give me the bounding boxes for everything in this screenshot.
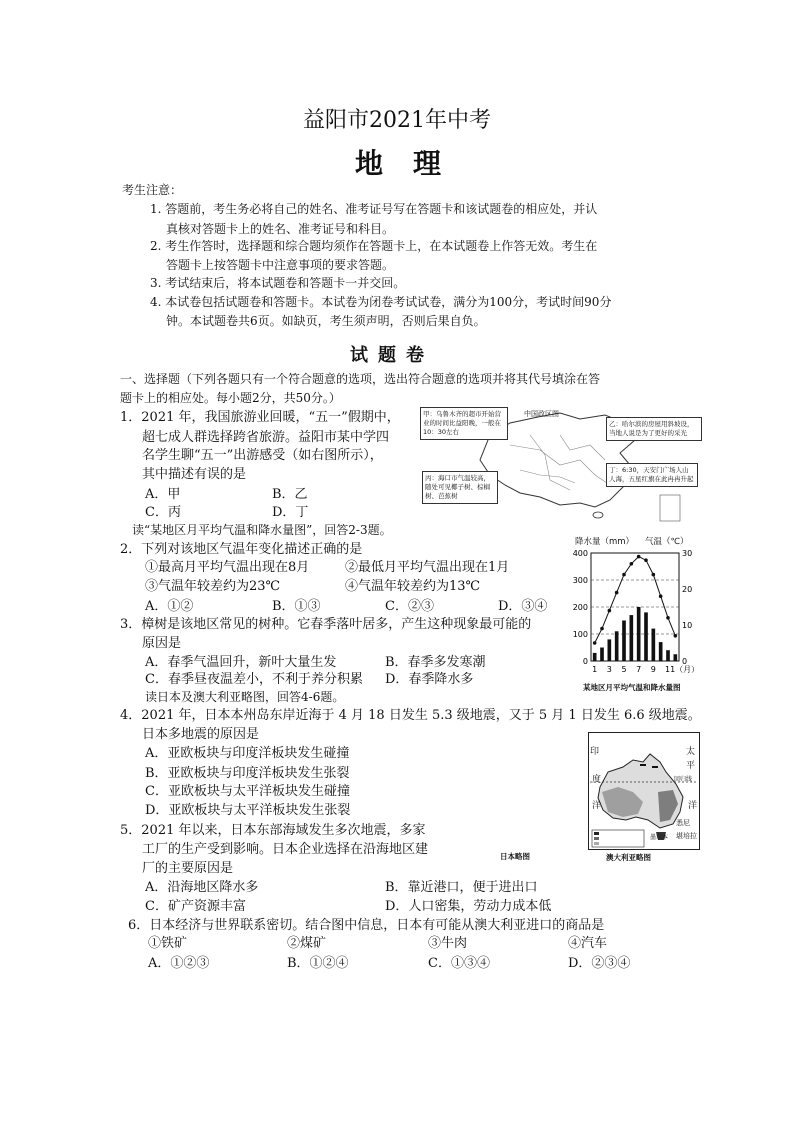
chart-frame [591, 553, 679, 661]
city-label: 堪培拉 [676, 832, 697, 840]
y-left-tick: 200 [572, 603, 588, 612]
precip-bar [622, 621, 626, 662]
q1-option-a[interactable]: A．甲 [145, 487, 181, 502]
q2-option-c[interactable]: C．②③ [385, 599, 434, 614]
q4-option-a[interactable]: A．亚欧板块与印度洋板块发生碰撞 [145, 746, 350, 761]
q1-option-b[interactable]: B．乙 [272, 487, 308, 502]
q1-stem: 1．2021 年，我国旅游业回暖，“五一”假期中， [120, 410, 400, 425]
q5-option-a[interactable]: A．沿海地区降水多 [145, 880, 259, 895]
map-label: 印 [590, 747, 600, 757]
q2-option-a[interactable]: A．①② [145, 599, 194, 614]
q2-option-d[interactable]: D．③④ [498, 599, 548, 614]
precip-bar [593, 653, 597, 661]
climate-plot [565, 547, 705, 692]
y-right-tick: 0 [682, 657, 688, 666]
temperature-point [608, 609, 612, 613]
bubble-jia: 甲：乌鲁木齐的超市开始营业的时间比益阳晚，一般在10：30左右 [420, 407, 508, 440]
q3-option-d[interactable]: D．春季降水多 [385, 672, 474, 687]
temperature-line [595, 557, 676, 643]
q6-option-a[interactable]: A．①②③ [148, 956, 210, 971]
q6-choice: ③牛肉 [428, 936, 468, 951]
tropic-label: 回归线 [674, 776, 693, 783]
notice-line: 答题卡上按答题卡中注意事项的要求答题。 [166, 258, 395, 272]
chart-caption: 某地区月平均气温和降水量图 [583, 683, 681, 692]
notice-heading: 考生注意： [122, 183, 183, 197]
precip-bar [644, 612, 648, 661]
x-tick: 9 [650, 665, 656, 674]
map-label: 洋 [592, 801, 602, 811]
japan-caption: 日本略图 [500, 852, 530, 861]
read-instruction: 读日本及澳大利亚略图，回答4-6题。 [145, 690, 345, 704]
q1-stem: 名学生聊“五一”出游感受（如右图所示）， [142, 448, 383, 463]
x-tick: 11（月） [665, 665, 700, 674]
y-left-tick: 400 [572, 549, 588, 558]
precip-bar [659, 642, 663, 661]
precip-bar [674, 654, 678, 661]
q2-choice: ④气温年较差约为13℃ [345, 579, 481, 594]
china-map-figure [420, 405, 700, 523]
q6-option-d[interactable]: D．②③④ [568, 956, 631, 971]
australia-caption: 澳大利亚略图 [606, 853, 651, 862]
chart-ylabel-left: 降水量（mm） [575, 537, 635, 547]
temperature-point [615, 591, 619, 595]
q5-option-c[interactable]: C．矿产资源丰富 [145, 899, 246, 914]
q6-option-b[interactable]: B．①②④ [287, 956, 349, 971]
q2-choice: ①最高月平均气温出现在8月 [145, 560, 310, 575]
map-label: 平 [686, 761, 696, 771]
notice-line: 钟。本试题卷共6页。如缺页，考生须声明，否则后果自负。 [166, 314, 486, 328]
q2-stem: 2．下列对该地区气温年变化描述正确的是 [120, 542, 363, 557]
temperature-point [593, 641, 597, 645]
q4-option-c[interactable]: C．亚欧板块与太平洋板块发生碰撞 [145, 784, 350, 799]
precip-bar [630, 615, 634, 661]
q6-stem: 6．日本经济与世界联系密切。结合图中信息，日本有可能从澳大利亚进口的商品是 [128, 918, 605, 933]
q1-option-d[interactable]: D．丁 [272, 505, 309, 520]
q5-stem: 厂的主要原因是 [142, 861, 234, 876]
temperature-point [644, 558, 648, 562]
q3-option-b[interactable]: B．春季多发寒潮 [385, 655, 486, 670]
q2-option-b[interactable]: B．①③ [272, 599, 321, 614]
q3-stem: 3．樟树是该地区常见的树种。它春季落叶居多，产生这种现象最可能的 [120, 617, 532, 632]
q6-choice: ②煤矿 [287, 936, 327, 951]
map-label: 洋 [688, 801, 698, 811]
q2-choice: ②最低月平均气温出现在1月 [345, 560, 510, 575]
q4-stem: 日本多地震的原因是 [142, 727, 260, 742]
q1-stem: 超七成人群选择跨省旅游。益阳市某中学四 [142, 430, 390, 445]
bubble-yi: 乙：哈尔滨的房屋用斜坡设，当地人说是为了更好的采光 [606, 417, 702, 441]
temperature-point [600, 627, 604, 631]
read-instruction: 读“某地区月平均气温和降水量图”，回答2-3题。 [132, 523, 392, 537]
notice-line: 4. 本试卷包括试题卷和答题卡。本试卷为闭卷考试试卷，满分为100分，考试时间90分 [150, 295, 612, 309]
temperature-point [659, 594, 663, 598]
x-tick: 7 [636, 665, 642, 674]
q3-stem: 原因是 [142, 636, 182, 651]
notice-line: 3. 考试结束后，将本试题卷和答题卡一并交回。 [150, 276, 406, 290]
precip-bar [637, 607, 641, 661]
temperature-point [637, 555, 641, 559]
notice-line: 1. 答题前，考生务必将自己的姓名、准考证号写在答题卡和该试题卷的相应处，并认 [150, 202, 598, 216]
x-tick: 5 [621, 665, 627, 674]
map-label: 度 [592, 775, 602, 785]
q4-stem: 4．2021 年，日本本州岛东岸近海于 4 月 18 日发生 5.3 级地震，又于 5 月 1 日发生 6.6 级地震。 [120, 708, 701, 723]
chart-ylabel-right: 气温（℃） [645, 537, 689, 547]
precip-bar [600, 648, 604, 662]
temperature-point [630, 562, 634, 566]
q5-option-b[interactable]: B．靠近港口，便于进出口 [385, 880, 538, 895]
temperature-point [622, 573, 626, 577]
q6-choice: ④汽车 [568, 936, 608, 951]
precip-bar [615, 631, 619, 661]
exam-title: 益阳市2021年中考 [303, 108, 491, 133]
q6-choice: ①铁矿 [148, 936, 188, 951]
bubble-ding: 丁：6:30，天安门广场人山人海，五星红旗在此冉冉升起 [606, 463, 698, 487]
q1-stem: 其中描述有误的是 [142, 467, 247, 482]
australia-map-figure [588, 732, 700, 864]
q1-option-c[interactable]: C．丙 [145, 505, 181, 520]
notice-line: 真核对答题卡上的姓名、准考证号和科目。 [166, 222, 395, 236]
y-right-tick: 30 [682, 549, 693, 558]
temperature-point [674, 634, 678, 638]
y-left-tick: 0 [582, 657, 588, 666]
q5-stem: 工厂的生产受到影响。日本企业选择在沿海地区建 [142, 842, 429, 857]
y-left-tick: 100 [572, 630, 588, 639]
climate-chart [565, 535, 705, 695]
precip-bar [608, 639, 612, 661]
city-label: 悉尼 [676, 819, 690, 827]
x-tick: 1 [592, 665, 598, 674]
y-left-tick: 300 [572, 576, 588, 585]
city-label: 墨尔本 [650, 834, 669, 841]
part-intro: 一、选择题（下列各题只有一个符合题意的选项，选出符合题意的选项并将其代号填涂在答 [120, 372, 601, 386]
q2-choice: ③气温年较差约为23℃ [145, 579, 281, 594]
q4-option-b[interactable]: B．亚欧板块与印度洋板块发生张裂 [145, 766, 350, 781]
q3-option-a[interactable]: A．春季气温回升，新叶大量生发 [145, 655, 337, 670]
china-map-title: 中国政区图 [524, 410, 559, 418]
q5-option-d[interactable]: D．人口密集，劳动力成本低 [385, 899, 552, 914]
precip-bar [666, 650, 670, 661]
map-label: 太 [686, 747, 696, 757]
q6-option-c[interactable]: C．①③④ [428, 956, 490, 971]
part-intro: 题卡上的相应处。每小题2分，共50分。） [120, 391, 341, 405]
q5-stem: 5．2021 年以来，日本东部海域发生多次地震，多家 [120, 823, 426, 838]
y-right-tick: 10 [682, 621, 693, 630]
notice-line: 2. 考生作答时，选择题和综合题均须作在答题卡上，在本试题卷上作答无效。考生在 [150, 239, 598, 253]
bubble-bing: 丙：海口市气温较高，随处可见椰子树、棕榈树、芭蕉树 [422, 471, 498, 504]
temperature-point [666, 616, 670, 620]
q3-option-c[interactable]: C．春季昼夜温差小，不利于养分积累 [145, 672, 363, 687]
q4-option-d[interactable]: D．亚欧板块与太平洋板块发生张裂 [145, 803, 351, 818]
x-tick: 3 [606, 665, 612, 674]
section-title: 试题卷 [350, 345, 434, 366]
precip-bar [652, 629, 656, 661]
y-right-tick: 20 [682, 585, 693, 594]
temperature-point [652, 573, 656, 577]
subject-title: 地理 [355, 147, 472, 180]
